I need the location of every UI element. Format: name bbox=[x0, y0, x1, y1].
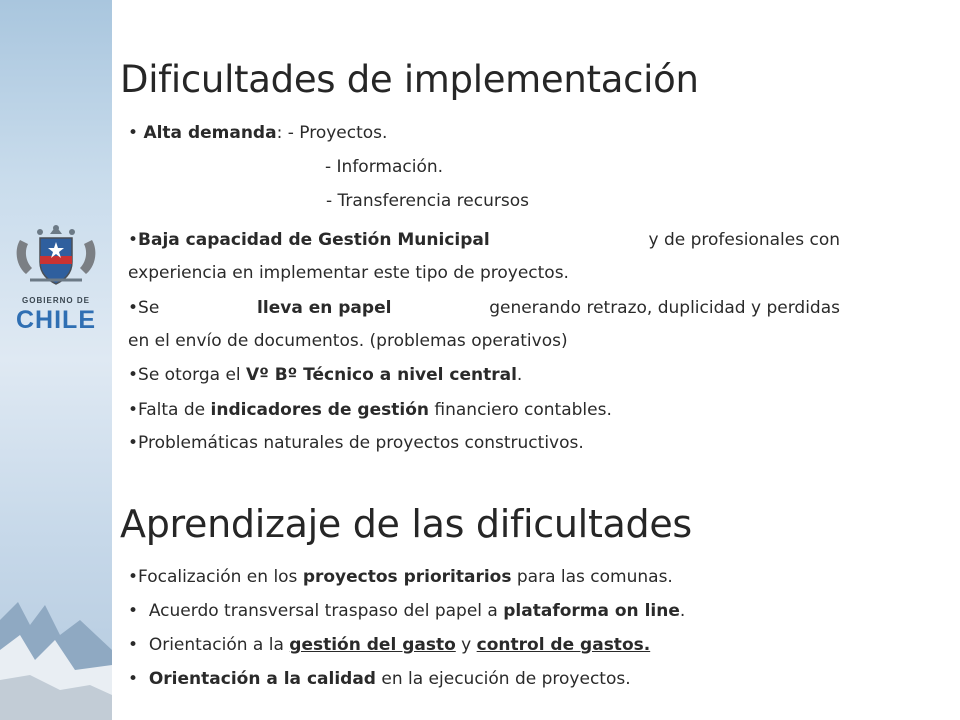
bullet-acuerdo bbox=[128, 600, 685, 622]
bullet-naturales: •Problemáticas naturales de proyectos constructivos. bbox=[128, 433, 584, 453]
focalizacion-pre: •Focalización en los bbox=[128, 567, 303, 587]
bullet-orientacion-gasto bbox=[128, 634, 650, 656]
papel-line2: en el envío de documentos. (problemas operativos) bbox=[128, 331, 568, 351]
bullet-papel bbox=[128, 297, 840, 319]
bullet-alta-demanda bbox=[128, 122, 387, 144]
alta-demanda-sub-informacion: - Información. bbox=[325, 157, 444, 177]
papel-bold: lleva en papel bbox=[257, 298, 392, 318]
alta-demanda-sub-transferencia: - Transferencia recursos bbox=[326, 191, 529, 211]
acuerdo-pre: Acuerdo transversal traspaso del papel a bbox=[148, 601, 504, 621]
orientacion-calidad-bold: Orientación a la calidad bbox=[148, 669, 376, 689]
gobierno-label: GOBIERNO DE bbox=[22, 296, 90, 305]
bullet-glyph: • bbox=[128, 601, 139, 621]
coat-of-arms-icon bbox=[10, 222, 102, 292]
vobo-post: . bbox=[516, 365, 523, 385]
section-title-dificultades: Dificultades de implementación bbox=[120, 58, 699, 101]
indicadores-pre: •Falta de bbox=[128, 400, 211, 420]
gestion-del-gasto-text: gestión del gasto bbox=[289, 635, 456, 655]
orientacion-gasto-mid: y bbox=[455, 635, 477, 655]
bullet-focalizacion bbox=[128, 566, 673, 588]
baja-capacidad-line2: experiencia en implementar este tipo de proyectos. bbox=[128, 263, 569, 283]
baja-capacidad-text: y de profesionales con bbox=[643, 230, 840, 250]
snowy-mountain-image bbox=[0, 580, 112, 720]
focalizacion-bold: proyectos prioritarios bbox=[302, 567, 512, 587]
section-title-aprendizaje: Aprendizaje de las dificultades bbox=[120, 502, 692, 546]
baja-capacidad-bold: Baja capacidad de Gestión Municipal bbox=[138, 230, 490, 250]
bullet-orientacion-calidad bbox=[128, 668, 631, 690]
bullet-glyph: • bbox=[128, 123, 139, 143]
side-banner bbox=[0, 0, 112, 720]
acuerdo-bold: plataforma on line bbox=[503, 601, 680, 621]
indicadores-post: financiero contables. bbox=[428, 400, 612, 420]
bullet-vobo bbox=[128, 364, 522, 386]
papel-pre: •Se bbox=[128, 298, 160, 318]
alta-demanda-bold: Alta demanda bbox=[143, 123, 277, 143]
papel-text: generando retrazo, duplicidad y perdidas bbox=[489, 298, 840, 318]
acuerdo-post: . bbox=[679, 601, 686, 621]
bullet-indicadores bbox=[128, 399, 612, 421]
chile-text: CHILE bbox=[16, 306, 96, 334]
focalizacion-post: para las comunas. bbox=[511, 567, 673, 587]
orientacion-calidad-post: en la ejecución de proyectos. bbox=[375, 669, 631, 689]
indicadores-bold: indicadores de gestión bbox=[210, 400, 429, 420]
control-de-gastos-text: control de gastos. bbox=[476, 635, 651, 655]
orientacion-gasto-pre: Orientación a la bbox=[148, 635, 290, 655]
chile-logo bbox=[14, 305, 98, 335]
alta-demanda-text: : - Proyectos. bbox=[276, 123, 388, 143]
bullet-glyph: • bbox=[128, 230, 139, 250]
vobo-bold: Vº Bº Técnico a nivel central bbox=[246, 365, 517, 385]
bullet-glyph: • bbox=[128, 669, 139, 689]
bullet-glyph: • bbox=[128, 635, 139, 655]
bullet-baja-capacidad bbox=[128, 229, 840, 251]
vobo-pre: •Se otorga el bbox=[128, 365, 247, 385]
